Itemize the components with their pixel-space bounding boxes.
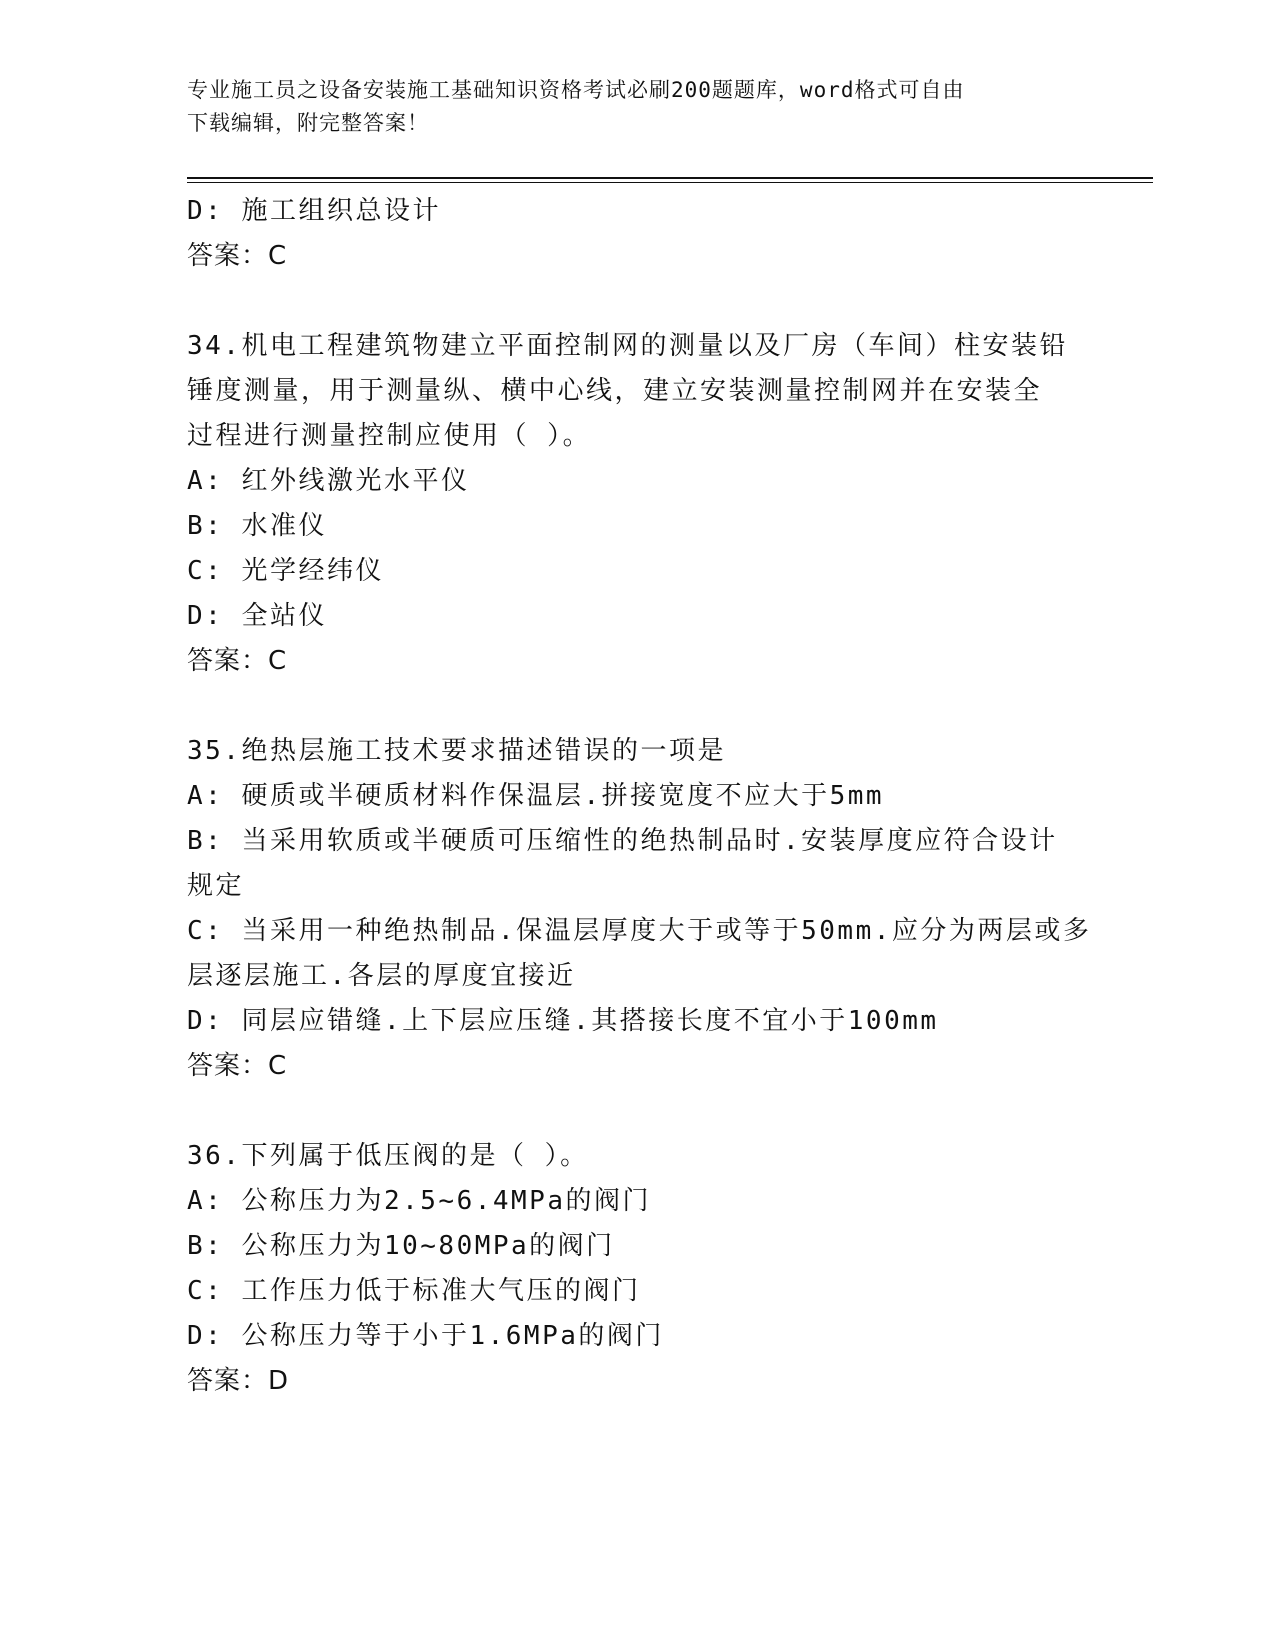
spacer	[187, 1089, 1087, 1134]
option-b: B: 当采用软质或半硬质可压缩性的绝热制品时.安装厚度应符合设计	[187, 826, 1058, 856]
question-35	[187, 729, 1092, 1089]
question-stem-line: 过程进行测量控制应使用（ ）。	[187, 421, 592, 451]
option-d: D: 公称压力等于小于1.6MPa的阀门	[187, 1321, 664, 1351]
prev-answer: 答案：C	[187, 241, 288, 271]
option-a: A: 红外线激光水平仪	[187, 466, 470, 496]
document-header	[187, 74, 1077, 140]
option-d: D: 同层应错缝.上下层应压缝.其搭接长度不宜小于100mm	[187, 1006, 939, 1036]
question-stem-line: 34.机电工程建筑物建立平面控制网的测量以及厂房（车间）柱安装铅	[187, 331, 1068, 361]
option-c-continued: 层逐层施工.各层的厚度宜接近	[187, 961, 576, 991]
answer: 答案：D	[187, 1366, 290, 1396]
answer: 答案：C	[187, 1051, 288, 1081]
option-b: B: 公称压力为10~80MPa的阀门	[187, 1231, 615, 1261]
option-c: C: 工作压力低于标准大气压的阀门	[187, 1276, 641, 1306]
question-stem-line: 35.绝热层施工技术要求描述错误的一项是	[187, 736, 726, 766]
spacer	[187, 279, 1087, 324]
question-36	[187, 1134, 1087, 1404]
question-stem-line: 锤度测量，用于测量纵、横中心线，建立安装测量控制网并在安装全	[187, 376, 1043, 406]
header-line-2: 下载编辑，附完整答案！	[187, 111, 429, 135]
answer: 答案：C	[187, 646, 288, 676]
option-a: A: 硬质或半硬质材料作保温层.拼接宽度不应大于5mm	[187, 781, 885, 811]
option-c: C: 当采用一种绝热制品.保温层厚度大于或等于50mm.应分为两层或多	[187, 916, 1092, 946]
prev-option-d: D: 施工组织总设计	[187, 196, 441, 226]
question-content	[187, 189, 1092, 1404]
spacer	[187, 684, 1087, 729]
option-b-continued: 规定	[187, 871, 245, 901]
header-divider-thick	[187, 177, 1153, 179]
header-divider-thin	[187, 182, 1153, 183]
option-d: D: 全站仪	[187, 601, 327, 631]
question-stem-line: 36.下列属于低压阀的是（ ）。	[187, 1141, 589, 1171]
question-34	[187, 324, 1087, 684]
option-a: A: 公称压力为2.5~6.4MPa的阀门	[187, 1186, 651, 1216]
option-c: C: 光学经纬仪	[187, 556, 384, 586]
option-b: B: 水准仪	[187, 511, 327, 541]
header-line-1: 专业施工员之设备安装施工基础知识资格考试必刷200题题库，word格式可自由	[187, 78, 965, 102]
